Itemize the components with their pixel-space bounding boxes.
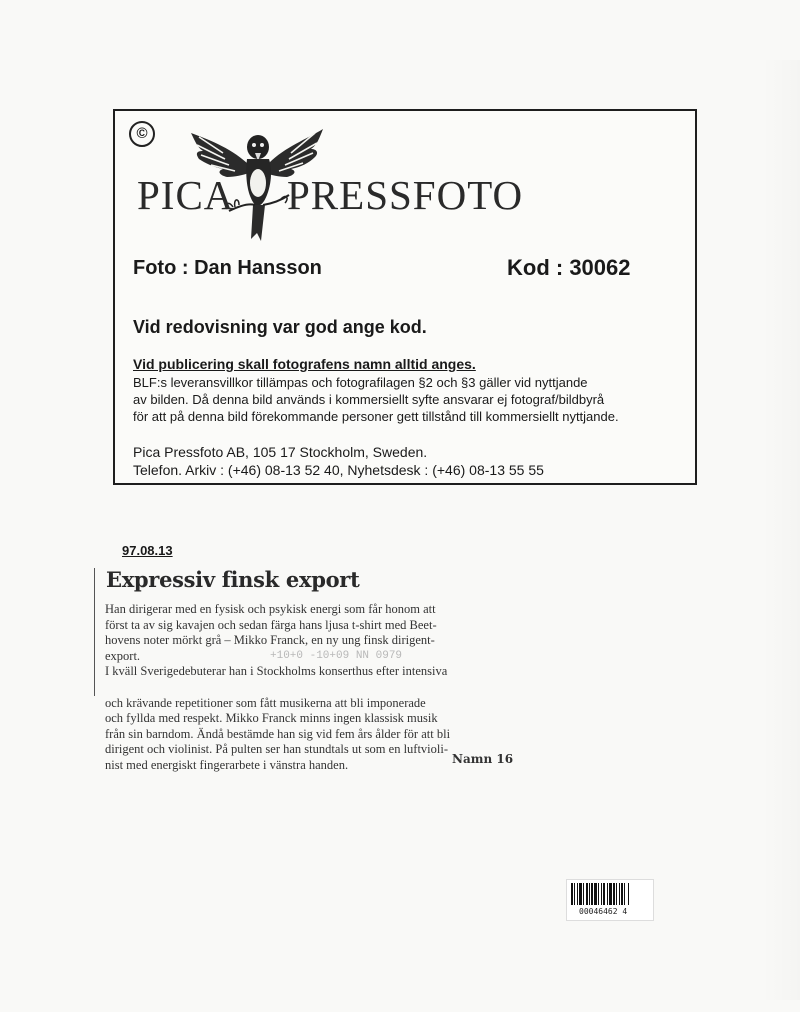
clipping-date: 97.08.13 [122, 543, 173, 558]
barcode-label [566, 879, 654, 921]
stamp-smudge: +10+0 -10+09 NN 0979 [270, 650, 403, 662]
terms-text [133, 374, 683, 425]
barcode-icon [569, 883, 651, 907]
body-line: I kväll Sverigedebuterar han i Stockholms konserthus efter intensiva [105, 664, 448, 678]
agency-phone: Telefon. Arkiv : (+46) 08-13 52 40, Nyhetsdesk : (+46) 08-13 55 55 [133, 462, 544, 478]
body-line: först ta av sig kavajen och sedan färga hans ljusa t-shirt med Beet- [105, 617, 437, 632]
report-note: Vid redovisning var god ange kod. [133, 317, 427, 337]
terms-line: av bilden. Då denna bild används i kommersiellt syfte ansvarar ej fotograf/bildbyrå [133, 392, 605, 407]
photo-agency-stamp [113, 109, 697, 485]
margin-mark [94, 568, 95, 696]
body-line: nist med energiskt fingerarbete i vänstra handen. [105, 757, 349, 772]
agency-contact [133, 443, 544, 479]
copyright-icon: © [129, 121, 155, 147]
body-line: och krävande repetitioner som fått musikerna att bli imponerade [105, 695, 426, 710]
photo-code: Kod : 30062 [507, 255, 631, 280]
body-line: Han dirigerar med en fysisk och psykisk energi som får honom att [105, 602, 436, 616]
barcode-number: 00046462 4 [579, 907, 628, 916]
publish-note: Vid publicering skall fotografens namn alltid anges. [133, 356, 476, 372]
clipping-title: Expressiv finsk export [106, 567, 360, 592]
agency-address: Pica Pressfoto AB, 105 17 Stockholm, Sweden. [133, 444, 428, 460]
paragraph-gap [105, 680, 515, 696]
terms-line: BLF:s leveransvillkor tillämpas och fotografilagen §2 och §3 gäller vid nyttjande [133, 375, 588, 390]
clipping-signature: Namn 16 [452, 752, 514, 766]
logo-word-pressfoto: PRESSFOTO [287, 172, 524, 218]
body-line: från sin barndom. Ändå bestämde han sig vid fem års ålder för att bli [105, 726, 451, 741]
body-line: dirigent och violinist. På pulten ser han stundtals ut som en luftvioli- [105, 742, 449, 756]
body-line: export. [105, 648, 141, 663]
body-line: hovens noter mörkt grå – Mikko Franck, en ny ung finsk dirigent- [105, 633, 435, 647]
clipping-body [105, 602, 515, 773]
logo-word-pica: PICA [137, 172, 235, 218]
body-line: och fyllda med respekt. Mikko Franck minns ingen klassisk musik [105, 711, 438, 725]
terms-line: för att på denna bild förekommande personer gett tillstånd till kommersiellt nyttjande. [133, 409, 619, 424]
page-edge-shadow [762, 60, 800, 1000]
photographer-credit: Foto : Dan Hansson [133, 257, 322, 279]
